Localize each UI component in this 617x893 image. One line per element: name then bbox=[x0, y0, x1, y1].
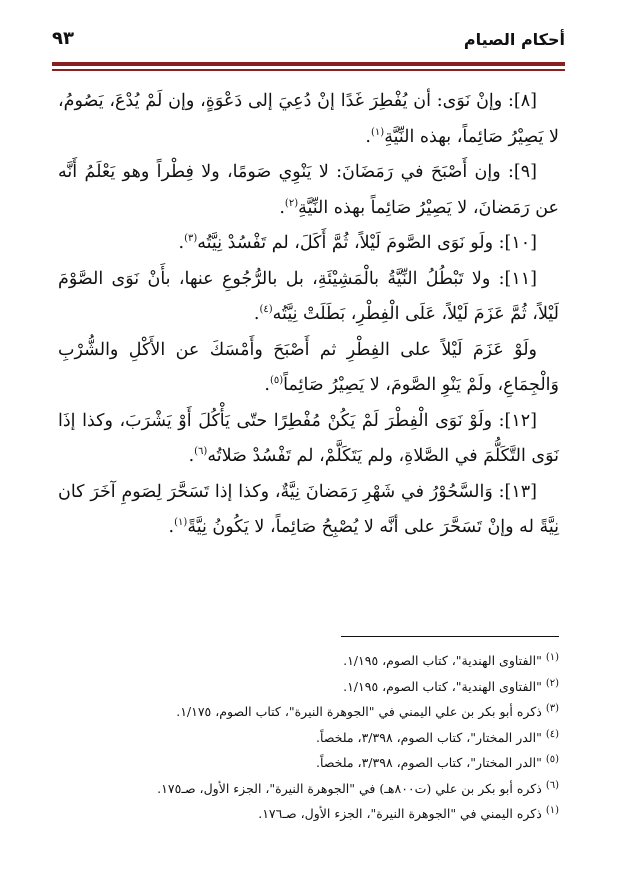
footnote: $^{(٤)}$ "الدر المختار"، كتاب الصوم، ٣/٣٩٨، ملخصاً. bbox=[316, 728, 559, 745]
header-title: أحكام الصيام bbox=[463, 30, 565, 49]
footnote: $^{(٣)}$ ذكره أبو بكر بن علي اليمني في "الجوهرة النيرة"، كتاب الصوم، ١/١٧٥. bbox=[176, 702, 559, 719]
footnote: $^{(١)}$ "الفتاوى الهندية"، كتاب الصوم، ١/١٩٥. bbox=[343, 651, 559, 668]
footnote: $^{(١)}$ ذكره اليمني في "الجوهرة النيرة"، الجزء الأول، صـ١٧٦. bbox=[258, 804, 559, 821]
footnote-ref: (١) bbox=[174, 517, 188, 529]
footnote-ref: (٤) bbox=[259, 304, 273, 316]
paragraph-10: [١٠]: ولَو نَوَى الصَّومَ لَيْلاً، ثُمَّ أَكَلَ، لم تَفْسُدْ نِيَّتُه$^{(٣)}$. bbox=[178, 233, 537, 253]
footnote-ref: (٢) bbox=[284, 197, 299, 209]
footnote: $^{(٢)}$ "الفتاوى الهندية"، كتاب الصوم، ١/١٩٥. bbox=[343, 677, 559, 694]
footnotes bbox=[58, 648, 559, 827]
paragraph-13: [١٣]: وَالسَّحُوْرُ في شَهْرِ رَمَضانَ نِيَّةٌ، وكذا إذا تَسَحَّرَ لِصَومِ آخَرَ كان نِيَّةً له وإنْ تَسَحَّرَ على أنَّه لا يُصْبِحُ صَائِماً، لا يَكُونُ نِيَّةً$^{(١)}$. bbox=[58, 481, 559, 537]
footnote-separator bbox=[341, 636, 559, 637]
header-rule-thick bbox=[52, 62, 565, 66]
paragraph-9: [٩]: وإن أَصْبَحَ في رَمَضَانَ: لا يَنْوِي صَومًا، ولا فِطْراً وهو يَعْلَمُ أَنَّه عن رَمَضانَ، لا يَصِيْرُ صَائِماً بهذه النِّيَّةِ$^{(٢)}$. bbox=[58, 162, 559, 218]
page-number: ٩٣ bbox=[52, 28, 74, 49]
header-rule-thin bbox=[52, 69, 565, 71]
paragraph-8: [٨]: وإنْ نَوَى: أن يُفْطِرَ غَدًا إنْ دُعِيَ إلى دَعْوَةٍ، وإن لَمْ يُدْعَ، يَصُومُ، لا يَصِيْرُ صَائِماً، بهذه النِّيَّةِ$^{(١)}$. bbox=[58, 91, 559, 147]
paragraph-11-cont: ولَوْ عَزَمَ لَيْلاً على الفِطْرِ ثم أَصْبَحَ وأَمْسَكَ عن الأَكْلِ والشُّرْبِ وَالْجِمَاعِ، ولَمْ يَنْوِ الصَّومَ، لا يَصِيْرُ صَائِماً$^{(٥)}$. bbox=[58, 339, 559, 395]
footnote: $^{(٥)}$ "الدر المختار"، كتاب الصوم، ٣/٣٩٨، ملخصاً. bbox=[316, 753, 559, 770]
footnote-ref: (١) bbox=[371, 126, 385, 138]
footnote-ref: (٦) bbox=[194, 446, 208, 458]
paragraph-11: [١١]: ولا تَبْطُلُ النِّيَّةُ بالْمَشِيْئَةِ، بل بالرُّجُوعِ عنها، بأَنْ نَوَى الصَّوْمَ لَيْلاً، ثُمَّ عَزَمَ لَيْلاً، عَلَى الْفِطْرِ، بَطَلَتْ نِيَّتُه$^{(٤)}$. bbox=[58, 268, 559, 324]
footnote-ref: (٥) bbox=[269, 375, 284, 387]
footnote: $^{(٦)}$ ذكره أبو بكر بن علي (ت٨٠٠هـ) في "الجوهرة النيرة"، الجزء الأول، صـ١٧٥. bbox=[157, 779, 559, 796]
running-header bbox=[52, 28, 565, 58]
main-text bbox=[58, 84, 559, 546]
paragraph-12: [١٢]: ولَوْ نَوَى الْفِطْرَ لَمْ يَكُنْ مُفْطِرًا حتّى يَأْكُلَ أَوْ يَشْرَبَ، وكذا إذَا نَوَى التَّكَلُّمَ في الصَّلاةِ، ولم يَتَكَلَّمْ، لم تَفْسُدْ صَلاتُه$^{(٦)}$. bbox=[58, 410, 559, 466]
footnote-ref: (٣) bbox=[184, 233, 198, 245]
